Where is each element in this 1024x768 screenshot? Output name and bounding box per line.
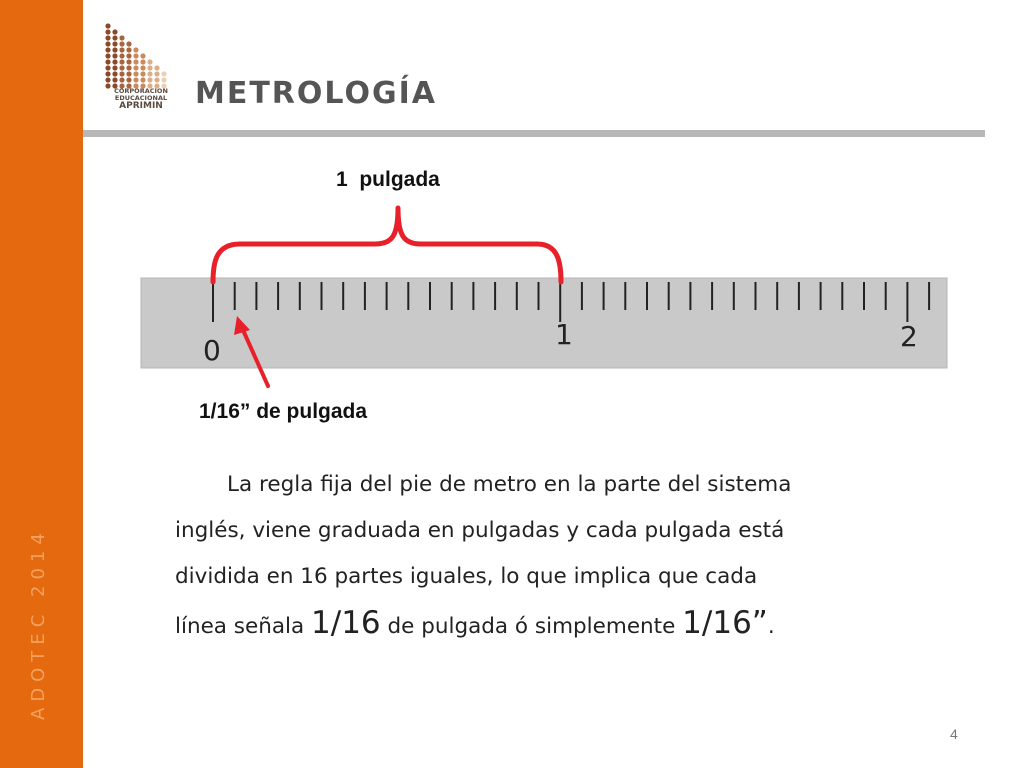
page-title: METROLOGÍA (195, 76, 437, 111)
logo-line-3: APRIMIN (119, 101, 163, 111)
body-line-4-text-a: línea señala (175, 614, 312, 639)
inch-brace (213, 208, 561, 282)
page-number: 4 (950, 726, 958, 742)
logo-line-2: EDUCACIONAL (114, 93, 168, 102)
body-line-1: La regla fija del pie de metro en la parte del sistema (227, 472, 792, 497)
body-line-4-text-c: . (767, 614, 775, 639)
body-line-4-text-b: de pulgada ó simplemente (380, 614, 683, 639)
fraction-highlight-1: 1/16 (311, 605, 381, 641)
ruler-number-0: 0 (203, 334, 221, 367)
ruler-number-1: 1 (555, 318, 573, 351)
body-line-2: inglés, viene graduada en pulgadas y cada pulgada está (175, 518, 785, 543)
inch-label: 1 pulgada (336, 168, 440, 191)
body-line-4 (175, 600, 945, 650)
body-paragraph (175, 462, 945, 650)
ruler-scale (141, 278, 947, 368)
sixteenth-label: 1/16” de pulgada (199, 400, 368, 423)
logo-line-1: CORPORACION (114, 87, 168, 95)
sidebar-vertical-text: ADOTEC 2014 (28, 527, 49, 720)
ruler-number-2: 2 (900, 320, 918, 353)
fraction-highlight-2: 1/16” (682, 605, 768, 641)
body-line-3: dividida en 16 partes iguales, lo que implica que cada (175, 564, 758, 589)
